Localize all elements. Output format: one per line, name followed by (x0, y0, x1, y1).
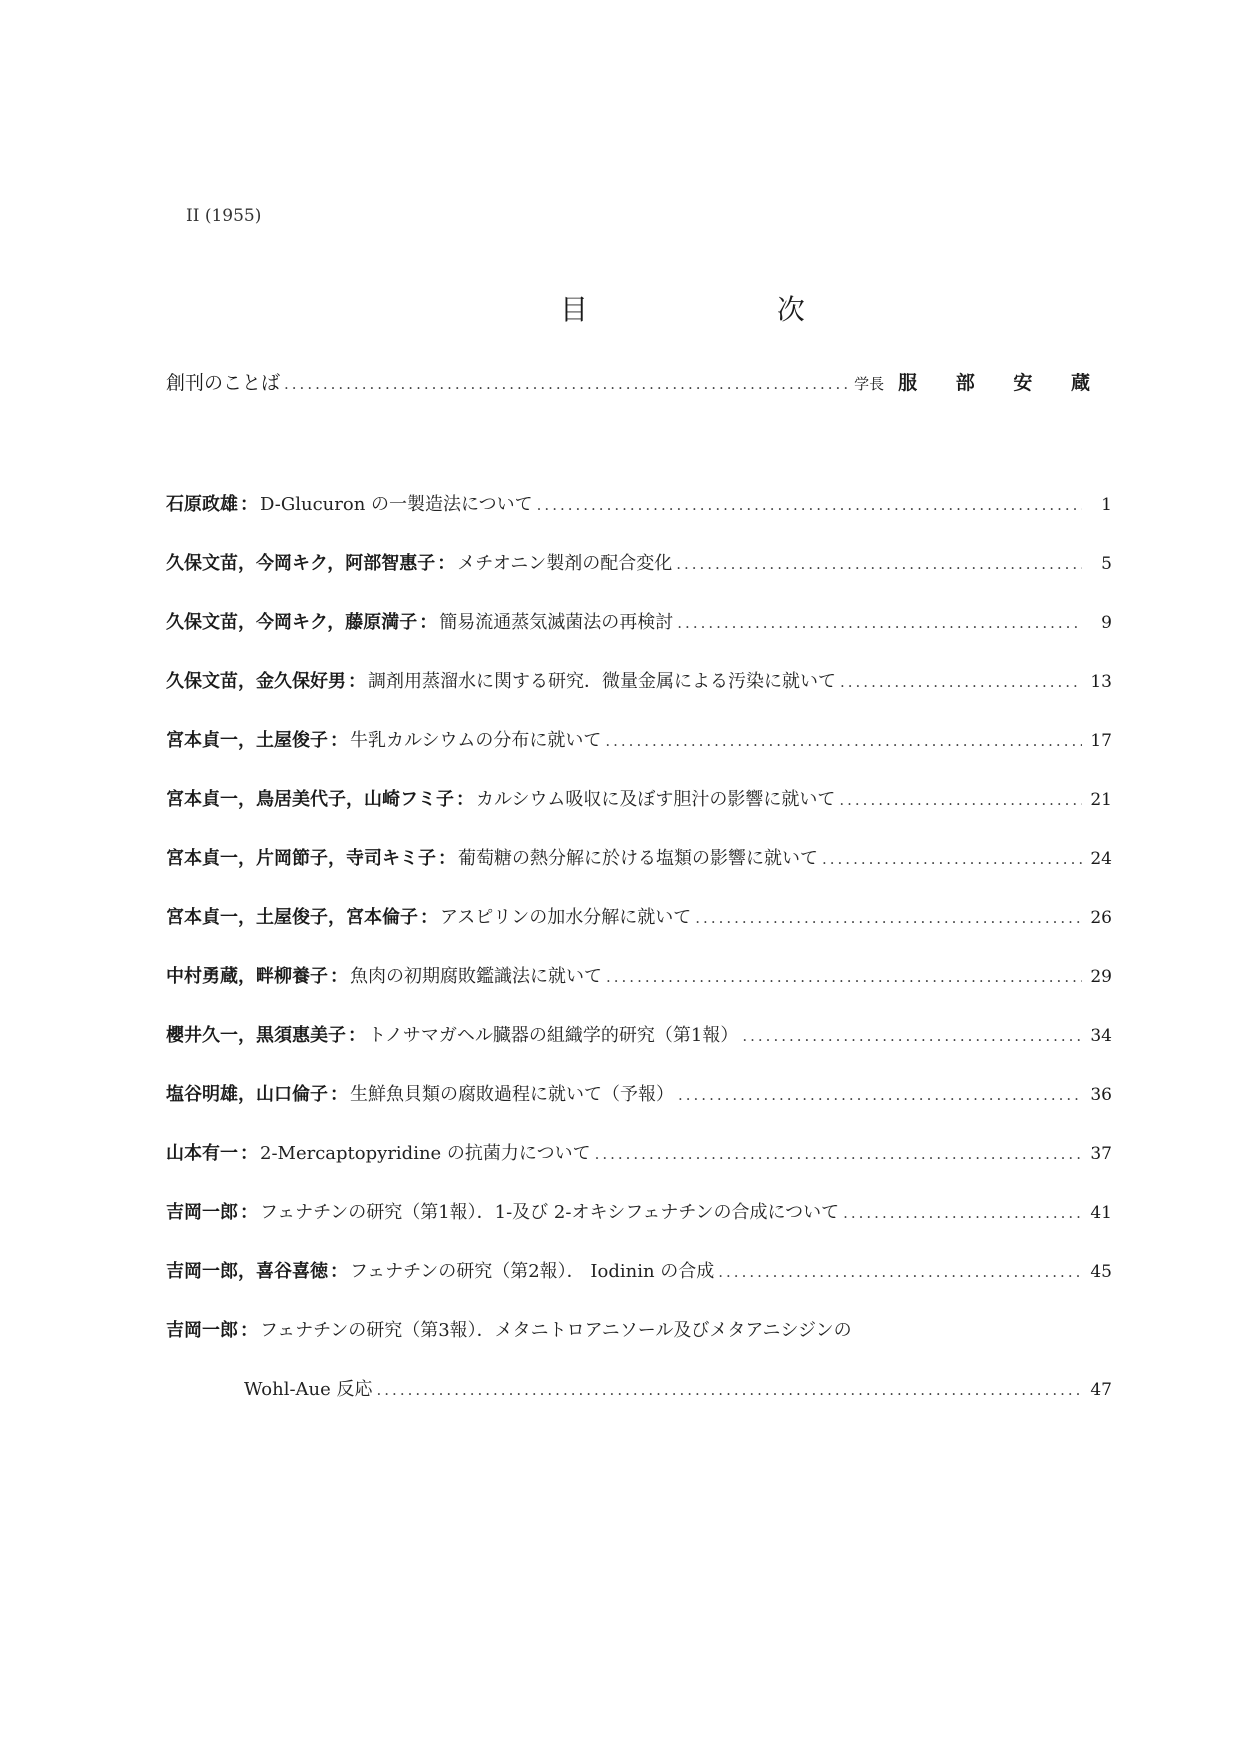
toc-entry (166, 1139, 1112, 1198)
toc-entry (166, 667, 1112, 726)
entry-page: 37 (1090, 1144, 1112, 1164)
entry-colon: ： (330, 730, 348, 751)
entry-authors: 宮本貞一，土屋俊子 (166, 730, 328, 751)
leader-dots (839, 791, 1082, 809)
entry-page: 1 (1101, 495, 1112, 515)
entry-authors: 久保文苗，金久保好男 (166, 671, 346, 692)
toc-entry-continuation (166, 1375, 1112, 1434)
entry-page: 5 (1101, 554, 1112, 574)
entry-authors: 吉岡一郎 (166, 1202, 238, 1223)
entry-page: 13 (1090, 672, 1112, 692)
entry-title-line1: フェナチンの研究（第3報）．メタニトロアニソール及びメタアニシジンの (260, 1320, 852, 1341)
toc-entry (166, 549, 1112, 608)
entry-page: 29 (1090, 967, 1112, 987)
entry-colon: ： (240, 1202, 258, 1223)
entry-authors: 中村勇蔵，畔柳養子 (166, 966, 328, 987)
entry-title-line2: Wohl-Aue 反応 (244, 1379, 373, 1400)
toc-entry (166, 1080, 1112, 1139)
entry-title: カルシウム吸収に及ぼす胆汁の影響に就いて (476, 789, 836, 810)
entry-page: 45 (1090, 1262, 1112, 1282)
entry-title: アスピリンの加水分解に就いて (440, 907, 692, 928)
entry-authors: 吉岡一郎 (166, 1320, 238, 1341)
toc-list (166, 490, 1112, 1434)
toc-entry (166, 726, 1112, 785)
leader-dots (537, 496, 1082, 514)
entry-page: 34 (1090, 1026, 1112, 1046)
entry-authors: 宮本貞一，土屋俊子，宮本倫子 (166, 907, 418, 928)
entry-colon: ： (419, 612, 438, 633)
entry-authors: 塩谷明雄，山口倫子 (166, 1084, 328, 1105)
leader-dots (678, 1086, 1082, 1104)
entry-page: 41 (1090, 1203, 1112, 1223)
entry-colon: ： (240, 1143, 258, 1164)
entry-colon: ： (330, 966, 348, 987)
leader-dots (605, 732, 1082, 750)
leader-dots (284, 375, 850, 393)
leader-dots (377, 1381, 1082, 1399)
leader-dots (676, 555, 1082, 573)
preface-author: 服 部 安 蔵 (898, 372, 1106, 394)
leader-dots (822, 850, 1082, 868)
leader-dots (742, 1027, 1082, 1045)
entry-colon: ： (438, 848, 456, 869)
toc-entry (166, 608, 1112, 667)
volume-label: II (1955) (186, 206, 262, 226)
leader-dots (840, 673, 1082, 691)
leader-dots (606, 968, 1082, 986)
entry-page: 26 (1090, 908, 1112, 928)
entry-authors: 櫻井久一，黒須惠美子 (166, 1025, 346, 1046)
entry-title: フェナチンの研究（第1報）．1-及び 2-オキシフェナチンの合成について (260, 1202, 840, 1223)
entry-title: トノサマガヘル臓器の組織学的研究（第1報） (368, 1025, 739, 1046)
entry-page: 36 (1090, 1085, 1112, 1105)
entry-colon: ： (437, 553, 456, 574)
entry-title: 調剤用蒸溜水に関する研究．微量金属による汚染に就いて (368, 671, 836, 692)
toc-entry (166, 962, 1112, 1021)
entry-page: 21 (1090, 790, 1112, 810)
entry-title: 魚肉の初期腐敗鑑識法に就いて (350, 966, 602, 987)
entry-page: 9 (1101, 613, 1112, 633)
entry-colon: ： (456, 789, 474, 810)
entry-title: 葡萄糖の熱分解に於ける塩類の影響に就いて (458, 848, 818, 869)
leader-dots (843, 1204, 1082, 1222)
page-title: 目 次 (560, 293, 895, 326)
entry-colon: ： (330, 1261, 348, 1282)
entry-title: メチオニン製剤の配合変化 (457, 553, 673, 574)
toc-entry (166, 903, 1112, 962)
entry-authors: 久保文苗，今岡キク，藤原満子 (166, 612, 418, 633)
entry-authors: 吉岡一郎，喜谷喜徳 (166, 1261, 328, 1282)
leader-dots (595, 1145, 1082, 1163)
entry-page: 24 (1090, 849, 1112, 869)
entry-page: 47 (1090, 1380, 1112, 1400)
entry-title: フェナチンの研究（第2報）． Iodinin の合成 (350, 1261, 715, 1282)
preface-title: 創刊のことば (166, 372, 281, 394)
entry-colon: ： (240, 494, 258, 515)
entry-authors: 久保文苗，今岡キク，阿部智惠子 (166, 553, 436, 574)
entry-colon: ： (420, 907, 438, 928)
toc-entry (166, 785, 1112, 844)
entry-authors: 宮本貞一，鳥居美代子，山崎フミ子 (166, 789, 454, 810)
preface-entry (166, 368, 1106, 395)
preface-role: 学長 (854, 375, 885, 393)
leader-dots (677, 614, 1082, 632)
entry-authors: 宮本貞一，片岡節子，寺司キミ子 (166, 848, 436, 869)
toc-entry (166, 1198, 1112, 1257)
leader-dots (718, 1263, 1082, 1281)
entry-title: 簡易流通蒸気滅菌法の再検討 (439, 612, 674, 633)
entry-colon: ： (348, 1025, 366, 1046)
entry-authors: 石原政雄 (166, 494, 238, 515)
entry-colon: ： (240, 1320, 258, 1341)
toc-entry (166, 490, 1112, 549)
entry-title: 生鮮魚貝類の腐敗過程に就いて（予報） (350, 1084, 674, 1105)
entry-colon: ： (330, 1084, 348, 1105)
entry-title: 牛乳カルシウムの分布に就いて (350, 730, 602, 751)
toc-entry (166, 1257, 1112, 1316)
leader-dots (695, 909, 1082, 927)
toc-entry (166, 844, 1112, 903)
entry-title: D-Glucuron の一製造法について (260, 494, 533, 515)
entry-page: 17 (1090, 731, 1112, 751)
entry-colon: ： (348, 671, 366, 692)
toc-entry (166, 1021, 1112, 1080)
entry-title: 2-Mercaptopyridine の抗菌力について (260, 1143, 591, 1164)
entry-authors: 山本有一 (166, 1143, 238, 1164)
toc-entry-multiline (166, 1316, 1112, 1375)
